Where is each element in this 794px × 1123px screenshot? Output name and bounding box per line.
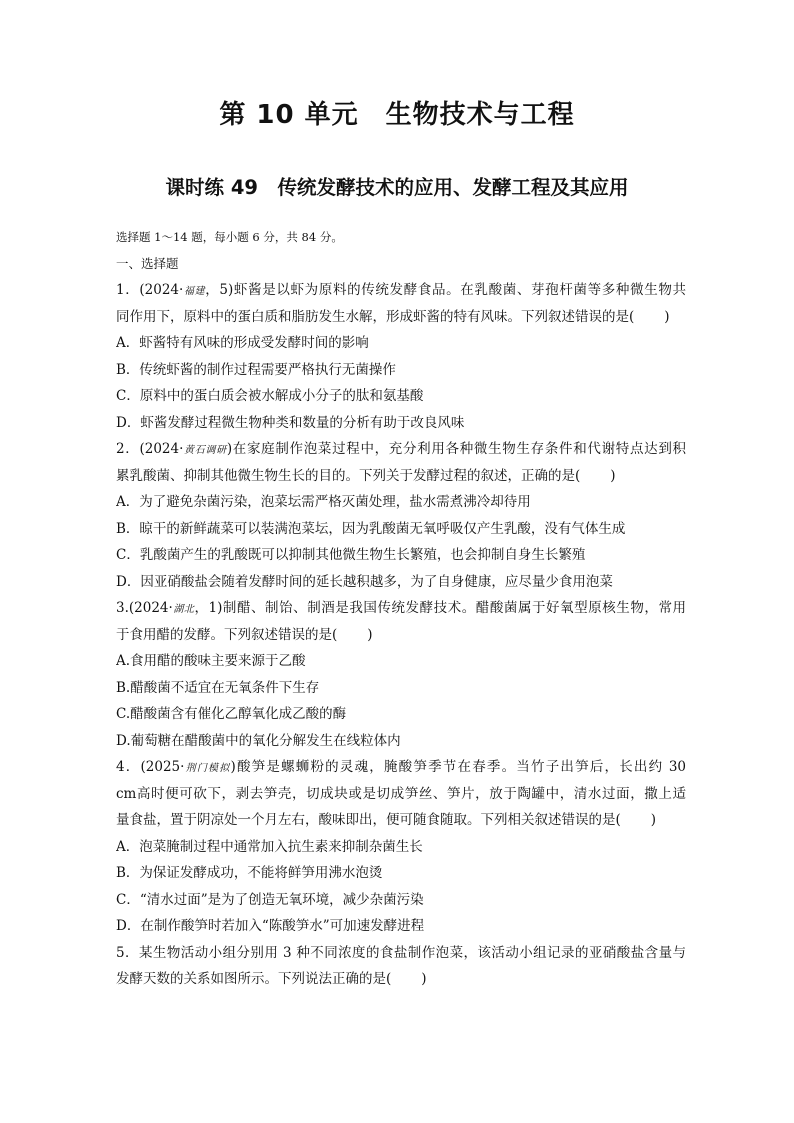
question-stem-line: [116, 436, 686, 463]
question-4: [116, 754, 686, 940]
question-stem-text: 发酵天数的关系如图所示。下列说法正确的是(: [116, 971, 392, 987]
answer-paren-close: ): [650, 812, 657, 828]
intro-note: 选择题 1～14 题，每小题 6 分，共 84 分。: [116, 230, 343, 244]
question-stem-line: [116, 781, 686, 808]
question-stem-line: [116, 966, 686, 993]
question-stem-text: 某生物活动小组分别用 3 种不同浓度的食盐制作泡菜，该活动小组记录的亚硝酸盐含量与: [138, 944, 686, 961]
option-b: B．晾干的新鲜蔬菜可以装满泡菜坛，因为乳酸菌无氧呼吸仅产生乳酸，没有气体生成: [116, 520, 626, 537]
question-number-tail: ，5): [205, 282, 234, 298]
answer-paren-close: ): [610, 467, 616, 484]
question-stem-line: [116, 304, 686, 331]
question-number: 3.(2024·: [116, 600, 173, 616]
answer-paren-close: ): [421, 971, 427, 987]
question-stem-line: [116, 463, 686, 490]
question-number-tail: ): [230, 759, 236, 775]
question-number-tail: ): [226, 441, 233, 457]
question-stem-text: cm高时便可砍下，剥去笋壳，切成块或是切成笋丝、笋片，放于陶罐中，清水过面，撒上适: [116, 785, 686, 802]
question-stem-text: 虾酱是以虾为原料的传统发酵食品。在乳酸菌、芽孢杆菌等多种微生物共: [233, 282, 686, 298]
question-stem-line: [116, 622, 686, 649]
option-c: C．乳酸菌产生的乳酸既可以抑制其他微生物生长繁殖，也会抑制自身生长繁殖: [116, 547, 586, 563]
question-number: 1．(2024·: [116, 282, 184, 298]
question-stem-text: 酸笋是螺蛳粉的灵魂，腌酸笋季节在春季。当竹子出笋后，长出约 30: [235, 759, 686, 775]
section-heading: 一、选择题: [116, 255, 179, 271]
option-a: A．泡菜腌制过程中通常加入抗生素来抑制杂菌生长: [116, 838, 423, 855]
answer-paren-close: ): [664, 308, 670, 325]
question-5: [116, 940, 686, 993]
option-b: B.醋酸菌不适宜在无氧条件下生存: [116, 679, 320, 696]
question-stem-text: 在家庭制作泡菜过程中，充分利用各种微生物生存条件和代谢特点达到积: [232, 441, 686, 457]
question-number: 5．: [116, 944, 139, 961]
option-d: D．因亚硝酸盐会随着发酵时间的延长越积越多，为了自身健康，应尽量少食用泡菜: [116, 573, 613, 590]
option-a: A．为了避免杂菌污染，泡菜坛需严格灭菌处理，盐水需煮沸冷却待用: [116, 494, 531, 510]
question-stem-text: 量食盐，置于阴凉处一个月左右，酸味即出，便可随食随取。下列相关叙述错误的是(: [116, 812, 621, 828]
option-d: D．虾酱发酵过程微生物种类和数量的分析有助于改良风味: [116, 414, 465, 431]
option-c: C.醋酸菌含有催化乙醇氧化成乙酸的酶: [116, 706, 347, 722]
option-c: C．“清水过面”是为了创造无氧环境，减少杂菌污染: [116, 891, 424, 908]
option-c: C．原料中的蛋白质会被水解成小分子的肽和氨基酸: [116, 388, 424, 404]
question-stem-text: 制醋、制饴、制酒是我国传统发酵技术。醋酸菌属于好氧型原核生物，常用: [222, 600, 686, 616]
question-source: 湖北: [172, 604, 195, 615]
question-stem-text: 同作用下，原料中的蛋白质和脂肪发生水解，形成虾酱的特有风味。下列叙述错误的是(: [116, 308, 635, 325]
lesson-title: 课时练 49 传统发酵技术的应用、发酵工程及其应用: [165, 176, 629, 199]
question-stem-line: [116, 807, 686, 834]
question-stem-text: 累乳酸菌、抑制其他微生物生长的目的。下列关于发酵过程的叙述，正确的是(: [116, 467, 581, 484]
question-source: 荆门模拟: [184, 763, 231, 774]
option-b: B．传统虾酱的制作过程需要严格执行无菌操作: [116, 361, 396, 378]
option-a: A.食用醋的酸味主要来源于乙酸: [116, 653, 306, 669]
question-stem-text: 于食用醋的发酵。下列叙述错误的是(: [116, 626, 338, 643]
question-number: 4．(2025·: [116, 759, 185, 775]
question-stem-line: [116, 595, 686, 622]
option-b: B．为保证发酵成功，不能将鲜笋用沸水泡烫: [116, 865, 383, 881]
question-3: [116, 595, 686, 754]
option-d: D．在制作酸笋时若加入“陈酸笋水”可加速发酵进程: [116, 918, 425, 934]
answer-paren-close: ): [367, 626, 373, 643]
question-2: [116, 436, 686, 595]
question-source: 福建: [183, 286, 206, 297]
unit-title: 第 10 单元 生物技术与工程: [219, 100, 575, 130]
question-number-tail: ，1): [194, 600, 223, 616]
question-source: 黄石调研: [183, 445, 227, 456]
option-d: D.葡萄糖在醋酸菌中的氧化分解发生在线粒体内: [116, 732, 401, 749]
option-a: A．虾酱特有风味的形成受发酵时间的影响: [116, 335, 369, 351]
question-stem-line: [116, 940, 686, 967]
question-content: [116, 224, 686, 993]
question-stem-line: [116, 277, 686, 304]
question-1: [116, 277, 686, 436]
question-number: 2．(2024·: [116, 441, 184, 457]
question-stem-line: [116, 754, 686, 781]
